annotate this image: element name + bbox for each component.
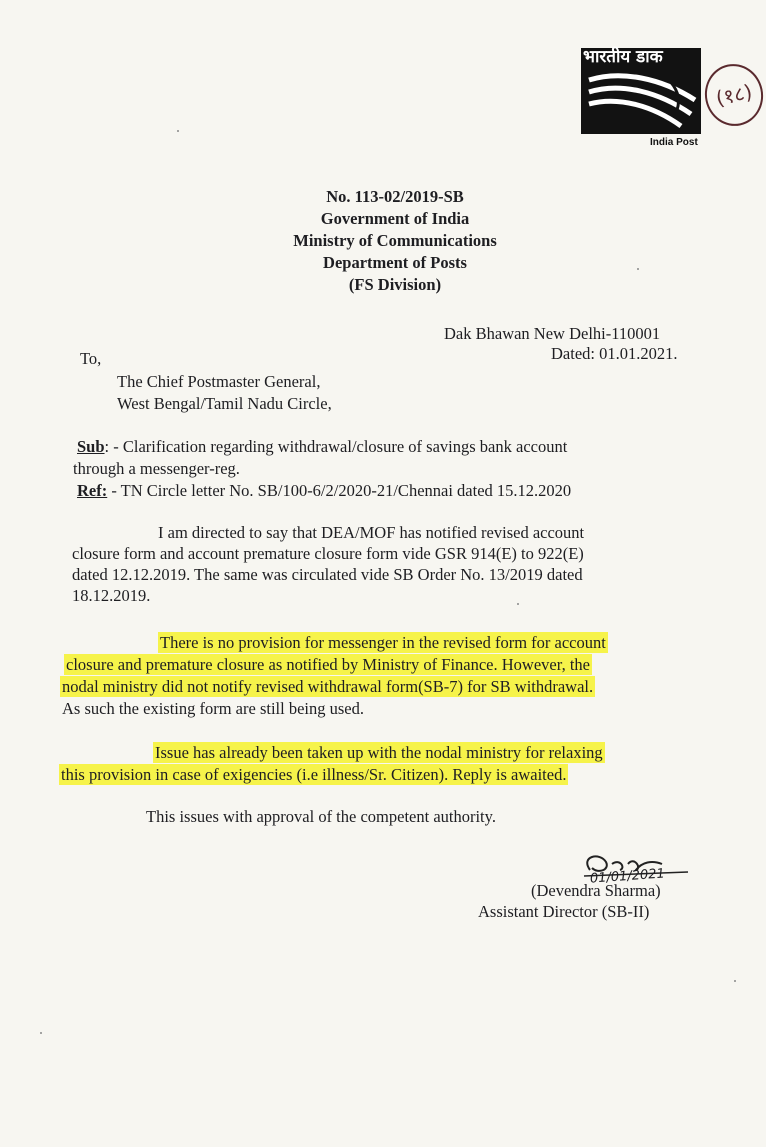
para3-line-2 (59, 764, 568, 786)
to-label: To, (80, 349, 102, 368)
scan-speck (637, 268, 639, 270)
para2-line-4: As such the existing form are still being used. (62, 699, 364, 718)
page-number-stamp: (१८) (699, 59, 766, 132)
division-line: (FS Division) (348, 275, 442, 294)
para2-line-3 (60, 676, 595, 698)
signatory-designation: Assistant Director (SB-II) (478, 902, 650, 921)
scan-speck (734, 980, 736, 982)
recipient-line-2: West Bengal/Tamil Nadu Circle, (117, 394, 332, 413)
reference-line (77, 480, 571, 502)
handwritten-date: 01/01/2021 (589, 866, 666, 887)
subject-line-1 (77, 436, 567, 458)
department-line: Department of Posts (323, 253, 467, 272)
logo-hindi-text: भारतीय डाक (583, 47, 663, 67)
para1-line-4: 18.12.2019. (72, 586, 151, 605)
para2-line-2 (64, 654, 592, 676)
reference-text: - TN Circle letter No. SB/100-6/2/2020-21/Chennai dated 15.12.2020 (107, 481, 572, 500)
signatory-name: (Devendra Sharma) (531, 881, 661, 900)
subject-line-2: through a messenger-reg. (73, 459, 240, 478)
para2-line-1 (158, 632, 608, 654)
subject-label: Sub (77, 437, 105, 456)
reference-label: Ref: (77, 481, 108, 500)
closing-line: This issues with approval of the competent authority. (146, 807, 496, 826)
para2-line-3-text: nodal ministry did not notify revised withdrawal form(SB-7) for SB withdrawal. (62, 677, 594, 696)
letter-date: Dated: 01.01.2021. (551, 344, 678, 363)
para2-line-2-text: closure and premature closure as notified by Ministry of Finance. However, the (66, 655, 590, 674)
scan-speck (40, 1032, 42, 1034)
sender-address: Dak Bhawan New Delhi-110001 (444, 324, 661, 343)
subject-text: : - Clarification regarding withdrawal/closure of savings bank account (104, 437, 568, 456)
para3-line-1 (153, 742, 605, 764)
recipient-line-1: The Chief Postmaster General, (117, 372, 321, 391)
scan-speck (517, 603, 519, 605)
file-number: No. 113-02/2019-SB (326, 187, 464, 206)
ministry-line: Ministry of Communications (293, 231, 497, 250)
government-line: Government of India (320, 209, 470, 228)
para3-line-2-text: this provision in case of exigencies (i.e illness/Sr. Citizen). Reply is awaited. (61, 765, 567, 784)
para2-line-1-text: There is no provision for messenger in the revised form for account (160, 633, 606, 652)
scan-speck (177, 130, 179, 132)
para1-line-2: closure form and account premature closure form vide GSR 914(E) to 922(E) (72, 544, 584, 563)
logo-english-text: India Post (650, 137, 698, 148)
para3-line-1-text: Issue has already been taken up with the nodal ministry for relaxing (155, 743, 603, 762)
para1-line-3: dated 12.12.2019. The same was circulated vide SB Order No. 13/2019 dated (72, 565, 583, 584)
para1-line-1: I am directed to say that DEA/MOF has notified revised account (158, 523, 585, 542)
